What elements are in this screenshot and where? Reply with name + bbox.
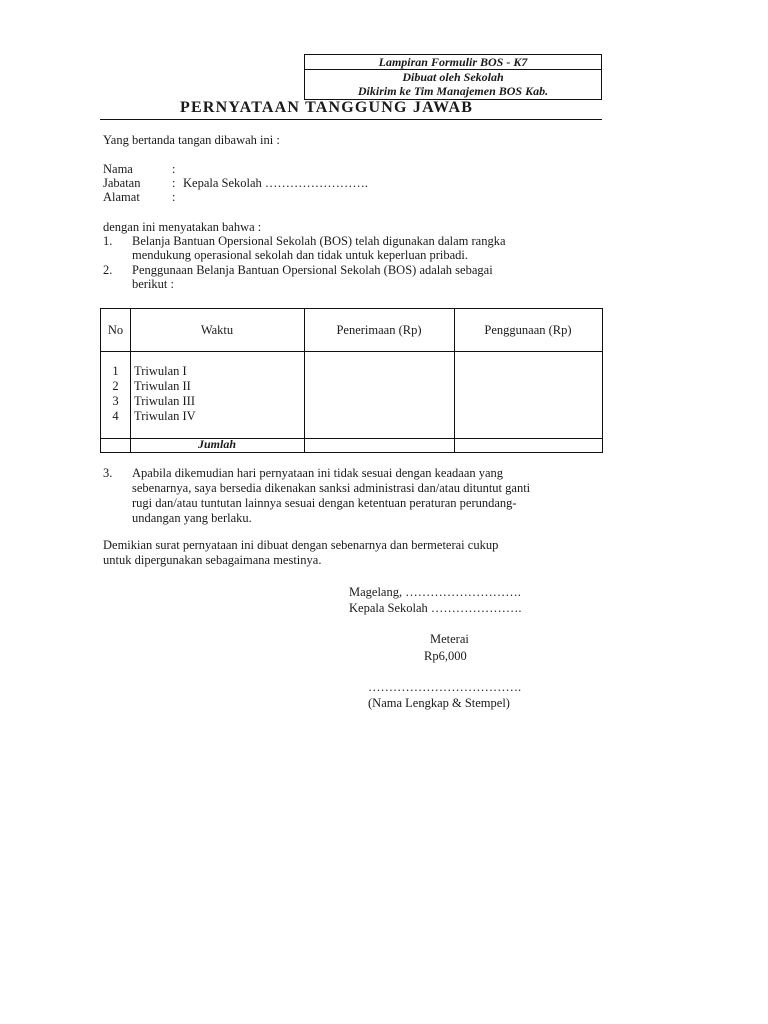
identity-sep-alamat: :: [172, 190, 176, 204]
table-row-waktu: Triwulan II: [134, 379, 191, 393]
table-row-waktu: Triwulan III: [134, 394, 195, 408]
point-3-line-4: undangan yang berlaku.: [132, 511, 252, 525]
table-total-label: Jumlah: [197, 437, 236, 451]
closing-line-2: untuk dipergunakan sebagaimana mestinya.: [103, 553, 322, 567]
table-header-divider: [101, 351, 602, 352]
point-1-line-2: mendukung operasional sekolah dan tidak untuk keperluan pribadi.: [132, 248, 469, 262]
document-title: PERNYATAAN TANGGUNG JAWAB: [180, 99, 474, 116]
title-underline: [100, 119, 602, 120]
identity-label-alamat: Alamat: [103, 190, 140, 204]
point-2-line-1: Penggunaan Belanja Bantuan Opersional Sekolah (BOS) adalah sebagai: [132, 263, 493, 277]
table-row-waktu: Triwulan IV: [134, 409, 196, 423]
place-date-field: Magelang, ……………………….: [349, 585, 521, 599]
intro-text: Yang bertanda tangan dibawah ini :: [103, 133, 280, 147]
point-3-line-3: rugi dan/atau tuntutan lainnya sesuai dengan ketentuan peraturan perundang-: [132, 496, 517, 510]
signer-position: Kepala Sekolah ………………….: [349, 601, 522, 615]
table-header-no: No: [107, 323, 124, 337]
table-row-no: 2: [112, 379, 119, 393]
point-2-line-2: berikut :: [132, 277, 175, 291]
identity-label-nama: Nama: [103, 162, 133, 176]
point-1-line-1: Belanja Bantuan Opersional Sekolah (BOS) telah digunakan dalam rangka: [132, 234, 506, 248]
table-header-penggunaan: Penggunaan (Rp): [484, 323, 572, 337]
signature-caption: (Nama Lengkap & Stempel): [368, 696, 510, 710]
signature-line: ……………………………….: [368, 680, 522, 694]
form-code-label: Lampiran Formulir BOS - K7: [305, 55, 601, 70]
statement-intro: dengan ini menyatakan bahwa :: [103, 220, 262, 234]
stamp-duty-amount: Rp6,000: [424, 649, 467, 663]
point-3-line-2: sebenarnya, saya bersedia dikenakan sanksi administrasi dan/atau dituntut ganti: [132, 481, 531, 495]
table-row-no: 3: [112, 394, 119, 408]
point-1-number: 1.: [103, 234, 113, 248]
table-row-waktu: Triwulan I: [134, 364, 187, 378]
identity-label-jabatan: Jabatan: [103, 176, 141, 190]
sent-to-label: Dikirim ke Tim Manajemen BOS Kab.: [357, 84, 549, 98]
table-row-no: 1: [112, 364, 119, 378]
budget-table: [100, 308, 603, 453]
point-3-number: 3.: [103, 466, 113, 480]
closing-line-1: Demikian surat pernyataan ini dibuat dengan sebenarnya dan bermeterai cukup: [103, 538, 499, 552]
stamp-duty-label: Meterai: [430, 632, 469, 646]
point-2-number: 2.: [103, 263, 113, 277]
table-header-waktu: Waktu: [200, 323, 234, 337]
identity-value-jabatan: Kepala Sekolah …………………….: [183, 176, 369, 190]
form-header-box: [304, 54, 602, 100]
table-row-no: 4: [112, 409, 119, 423]
table-header-penerimaan: Penerimaan (Rp): [336, 323, 422, 337]
identity-sep-nama: :: [172, 162, 176, 176]
made-by-label: Dibuat oleh Sekolah: [402, 70, 504, 84]
identity-sep-jabatan: :: [172, 176, 176, 190]
point-3-line-1: Apabila dikemudian hari pernyataan ini tidak sesuai dengan keadaan yang: [132, 466, 504, 480]
